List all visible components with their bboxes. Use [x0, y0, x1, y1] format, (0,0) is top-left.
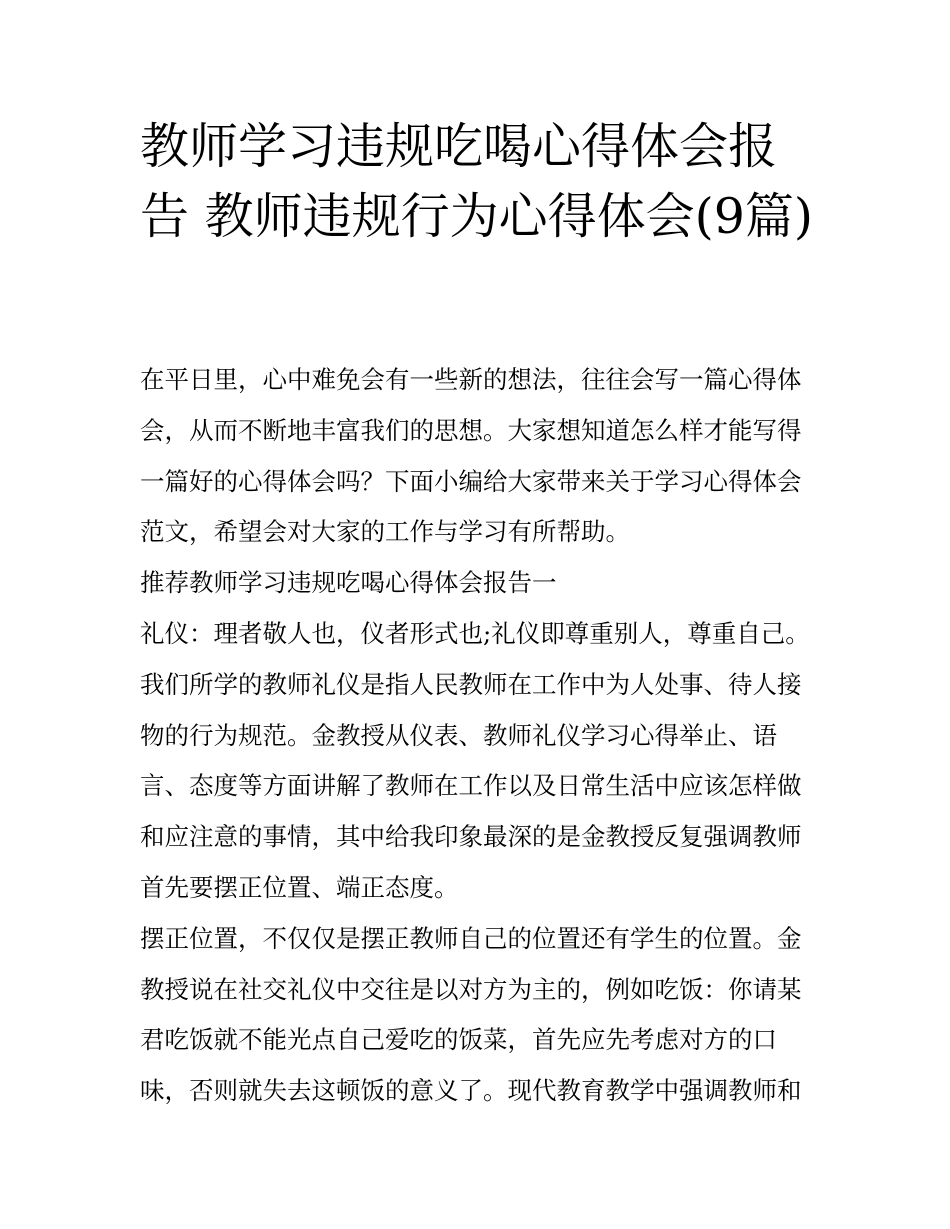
document-title: 教师学习违规吃喝心得体会报告 教师违规行为心得体会(9篇)	[140, 118, 813, 245]
intro-paragraph: 在平日里，心中难免会有一些新的想法，往往会写一篇心得体会，从而不断地丰富我们的思想。大家想知道怎么样才能写得一篇好的心得体会吗？下面小编给大家带来关于学习心得体会范文，希望会对大家的工作与学习有所帮助。	[140, 365, 802, 547]
position-paragraph: 摆正位置，不仅仅是摆正教师自己的位置还有学生的位置。金教授说在社交礼仪中交往是以对方为主的，例如吃饭：你请某君吃饭就不能光点自己爱吃的饭菜，首先应先考虑对方的口味，否则就失去这顿饭的意义了。现代教育教学中强调教师和	[140, 923, 802, 1106]
section-heading: 推荐教师学习违规吃喝心得体会报告一	[140, 568, 557, 598]
etiquette-paragraph: 礼仪：理者敬人也，仪者形式也;礼仪即尊重别人，尊重自己。我们所学的教师礼仪是指人民教师在工作中为人处事、待人接物的行为规范。金教授从仪表、教师礼仪学习心得举止、语言、态度等方面讲解了教师在工作以及日常生活中应该怎样做和应注意的事情，其中给我印象最深的是金教授反复强调教师首先要摆正位置、端正态度。	[140, 618, 810, 902]
document-body	[140, 355, 820, 1117]
